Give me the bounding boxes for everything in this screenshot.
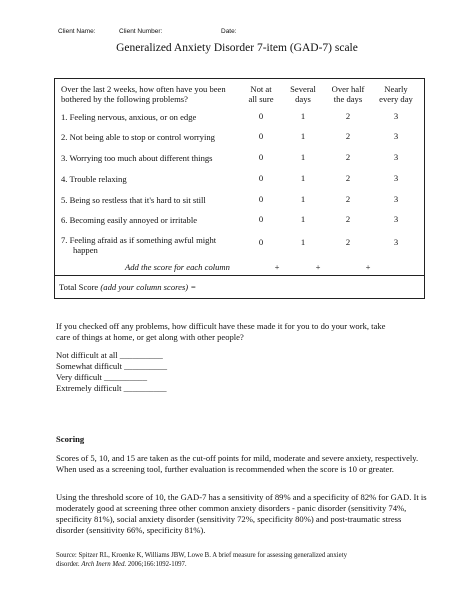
difficulty-option-very[interactable]: Very difficult __________ — [56, 372, 148, 382]
scoring-para1-line2: When used as a screening tool, further evaluation is recommended when the score is 10 or greater. — [56, 464, 394, 474]
question-header — [61, 84, 251, 104]
score-cell[interactable]: 1 — [300, 131, 306, 141]
item-6: 6. Becoming easily annoyed or irritable — [61, 215, 198, 225]
score-cell[interactable]: 1 — [300, 214, 306, 224]
plus-sign: + — [315, 262, 321, 272]
scoring-paragraph-2 — [56, 492, 466, 536]
source-line2 — [56, 561, 456, 570]
item-3: 3. Worrying too much about different things — [61, 153, 213, 163]
total-score-hint: (add your column scores) = — [100, 282, 197, 292]
difficulty-option-somewhat[interactable]: Somewhat difficult __________ — [56, 361, 168, 371]
column-header-line1: Several — [290, 84, 316, 94]
page-title: Generalized Anxiety Disorder 7-item (GAD-7) scale — [116, 42, 358, 54]
scoring-para2-line3: specificity 81%), social anxiety disorder (sensitivity 72%, specificity 80%) and post-traumatic stress — [56, 514, 402, 524]
plus-sign: + — [365, 262, 371, 272]
item-4: 4. Trouble relaxing — [61, 174, 127, 184]
table-divider — [55, 275, 424, 276]
score-cell[interactable]: 1 — [300, 237, 306, 247]
column-header-line2: every day — [379, 94, 413, 104]
column-header-line1: Over half — [331, 84, 365, 94]
item-7-line2: happen — [73, 245, 98, 255]
scoring-para2-line4: disorder (sensitivity 66%, specificity 81%). — [56, 525, 206, 535]
score-cell[interactable]: 3 — [393, 173, 399, 183]
column-header-line2: the days — [333, 94, 363, 104]
score-cell[interactable]: 3 — [393, 131, 399, 141]
score-cell[interactable]: 3 — [393, 194, 399, 204]
difficulty-option-not[interactable]: Not difficult at all __________ — [56, 350, 163, 360]
column-header-line2: all sure — [248, 94, 274, 104]
column-header-line1: Not at — [250, 84, 272, 94]
gad7-table — [54, 78, 425, 299]
item-7 — [61, 235, 216, 255]
scoring-paragraph-1 — [56, 453, 456, 475]
question-header-line2: bothered by the following problems? — [61, 94, 188, 104]
plus-sign: + — [274, 262, 280, 272]
total-score-label: Total Score — [59, 282, 99, 292]
source-suffix: 2006;166:1092-1097. — [127, 560, 187, 568]
add-score-label — [125, 262, 230, 272]
score-cell[interactable]: 3 — [393, 214, 399, 224]
source-journal: Arch Inern Med. — [81, 560, 127, 568]
score-cell[interactable]: 1 — [300, 111, 306, 121]
difficulty-question-line1: If you checked off any problems, how difficult have these made it for you to do your work, take — [56, 321, 386, 331]
difficulty-option-extremely[interactable]: Extremely difficult __________ — [56, 383, 167, 393]
item-2: 2. Not being able to stop or control worrying — [61, 132, 215, 142]
score-cell[interactable]: 0 — [258, 173, 264, 183]
column-header-nearly-every-day — [373, 84, 419, 104]
column-header-over-half — [325, 84, 371, 104]
score-cell[interactable]: 3 — [393, 152, 399, 162]
item-5: 5. Being so restless that it's hard to sit still — [61, 195, 206, 205]
score-cell[interactable]: 1 — [300, 152, 306, 162]
score-cell[interactable]: 0 — [258, 237, 264, 247]
source-line1: Source: Spitzer RL, Kroenke K, Williams JBW, Lowe B. A brief measure for assessing generalized anxiety — [56, 552, 347, 559]
score-cell[interactable]: 0 — [258, 214, 264, 224]
source-prefix: disorder. — [56, 560, 80, 568]
scoring-para2-line1: Using the threshold score of 10, the GAD-7 has a sensitivity of 89% and a specificity of 82% for GAD. It is — [56, 492, 427, 502]
item-1: 1. Feeling nervous, anxious, or on edge — [61, 112, 197, 122]
scoring-para2-line2: moderately good at screening three other common anxiety disorders - panic disorder (sensitivity 74%, — [56, 503, 407, 513]
column-header-line1: Nearly — [384, 84, 408, 94]
score-cell[interactable]: 0 — [258, 194, 264, 204]
item-7-line1: 7. Feeling afraid as if something awful might — [61, 235, 217, 245]
difficulty-question-line2: care of things at home, or get along with other people? — [56, 332, 244, 342]
score-cell[interactable]: 2 — [345, 173, 351, 183]
client-name-label: Client Name: — [58, 28, 96, 35]
score-cell[interactable]: 1 — [300, 194, 306, 204]
column-header-several-days — [283, 84, 323, 104]
add-score-text: Add the score for each column — [125, 262, 230, 272]
score-cell[interactable]: 0 — [258, 111, 264, 121]
column-header-not-at-all — [241, 84, 281, 104]
difficulty-options — [56, 350, 167, 394]
column-header-line2: days — [295, 94, 311, 104]
score-cell[interactable]: 3 — [393, 111, 399, 121]
question-header-line1: Over the last 2 weeks, how often have you been — [61, 84, 226, 94]
score-cell[interactable]: 1 — [300, 173, 306, 183]
score-cell[interactable]: 2 — [345, 131, 351, 141]
date-label: Date: — [221, 28, 237, 35]
score-cell[interactable]: 0 — [258, 131, 264, 141]
client-number-label: Client Number: — [119, 28, 163, 35]
scoring-heading: Scoring — [56, 434, 85, 444]
score-cell[interactable]: 2 — [345, 214, 351, 224]
difficulty-question — [56, 321, 436, 343]
score-cell[interactable]: 0 — [258, 152, 264, 162]
score-cell[interactable]: 3 — [393, 237, 399, 247]
score-cell[interactable]: 2 — [345, 237, 351, 247]
score-cell[interactable]: 2 — [345, 111, 351, 121]
score-cell[interactable]: 2 — [345, 194, 351, 204]
score-cell[interactable]: 2 — [345, 152, 351, 162]
total-score-row[interactable] — [59, 282, 196, 292]
scoring-para1-line1: Scores of 5, 10, and 15 are taken as the cut-off points for mild, moderate and severe anxiety, respectively. — [56, 453, 419, 463]
source-citation — [56, 552, 456, 569]
